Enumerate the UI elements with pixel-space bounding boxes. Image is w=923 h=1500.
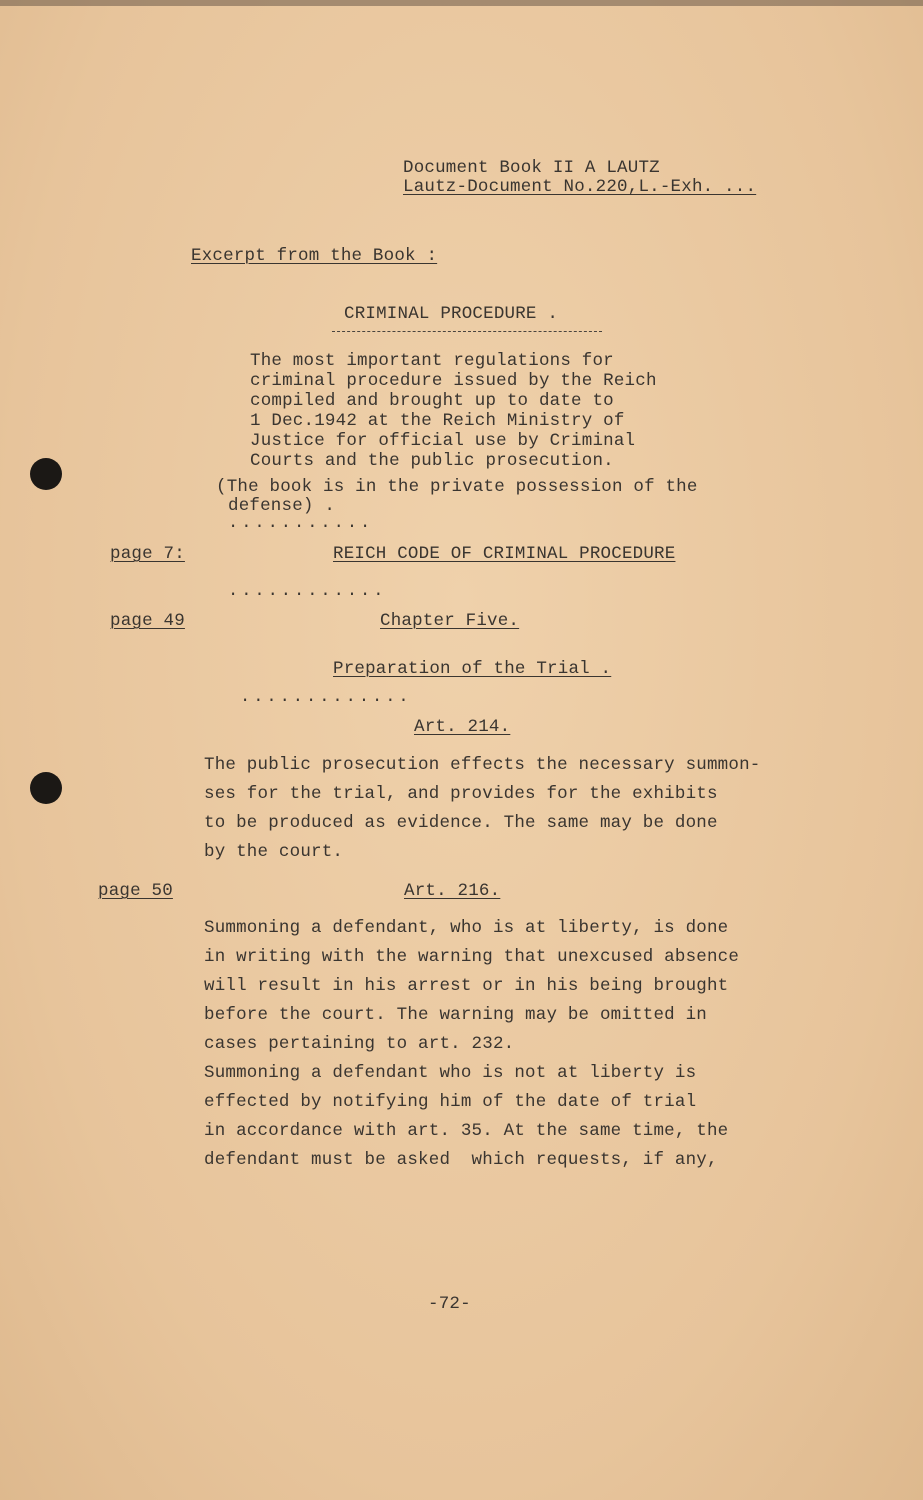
- punch-hole-top: [30, 458, 62, 490]
- title-dashed-rule: [332, 331, 602, 332]
- ellipsis-separator-3: .............: [240, 688, 412, 707]
- art-216-line: effected by notifying him of the date of trial: [204, 1092, 697, 1112]
- book-description: [250, 351, 657, 471]
- margin-page-7: page 7:: [110, 544, 185, 564]
- possession-note-line-2: defense) .: [228, 496, 336, 516]
- possession-note-line-1: (The book is in the private possession of the: [216, 477, 698, 497]
- description-line: Justice for official use by Criminal: [250, 431, 636, 451]
- art-216-line: in writing with the warning that unexcused absence: [204, 947, 740, 967]
- ellipsis-separator-2: ............: [228, 582, 387, 601]
- art-216-line: before the court. The warning may be omitted in: [204, 1005, 707, 1025]
- book-title: CRIMINAL PROCEDURE .: [344, 304, 559, 324]
- margin-page-50: page 50: [98, 881, 173, 901]
- art-214-line: by the court.: [204, 842, 344, 862]
- art-214-line: to be produced as evidence. The same may be done: [204, 813, 718, 833]
- art-214-text: [204, 751, 761, 867]
- art-216-line: cases pertaining to art. 232.: [204, 1034, 515, 1054]
- art-214-heading: Art. 214.: [414, 717, 511, 737]
- description-line: compiled and brought up to date to: [250, 391, 614, 411]
- ellipsis-separator-1: ...........: [228, 514, 374, 533]
- art-214-line: The public prosecution effects the necessary summon-: [204, 755, 761, 775]
- chapter-heading: Chapter Five.: [380, 611, 520, 631]
- description-line: Courts and the public prosecution.: [250, 451, 614, 471]
- margin-page-49: page 49: [110, 611, 185, 631]
- art-214-line: ses for the trial, and provides for the exhibits: [204, 784, 718, 804]
- punch-hole-bottom: [30, 772, 62, 804]
- header-line-2: Lautz-Document No.220,L.-Exh. ...: [403, 177, 757, 197]
- art-216-line: Summoning a defendant who is not at liberty is: [204, 1063, 697, 1083]
- page-number: -72-: [428, 1294, 471, 1314]
- art-216-text: [204, 914, 739, 1175]
- art-216-line: in accordance with art. 35. At the same time, the: [204, 1121, 729, 1141]
- description-line: 1 Dec.1942 at the Reich Ministry of: [250, 411, 625, 431]
- art-216-line: Summoning a defendant, who is at liberty, is done: [204, 918, 729, 938]
- art-216-heading: Art. 216.: [404, 881, 501, 901]
- art-216-line: defendant must be asked which requests, if any,: [204, 1150, 718, 1170]
- description-line: The most important regulations for: [250, 351, 614, 371]
- reich-code-heading: REICH CODE OF CRIMINAL PROCEDURE: [333, 544, 676, 564]
- chapter-subheading: Preparation of the Trial .: [333, 659, 612, 679]
- excerpt-heading: Excerpt from the Book :: [191, 246, 438, 266]
- description-line: criminal procedure issued by the Reich: [250, 371, 657, 391]
- paper-top-edge: [0, 0, 923, 6]
- art-216-line: will result in his arrest or in his being brought: [204, 976, 729, 996]
- header-line-1: Document Book II A LAUTZ: [403, 158, 660, 178]
